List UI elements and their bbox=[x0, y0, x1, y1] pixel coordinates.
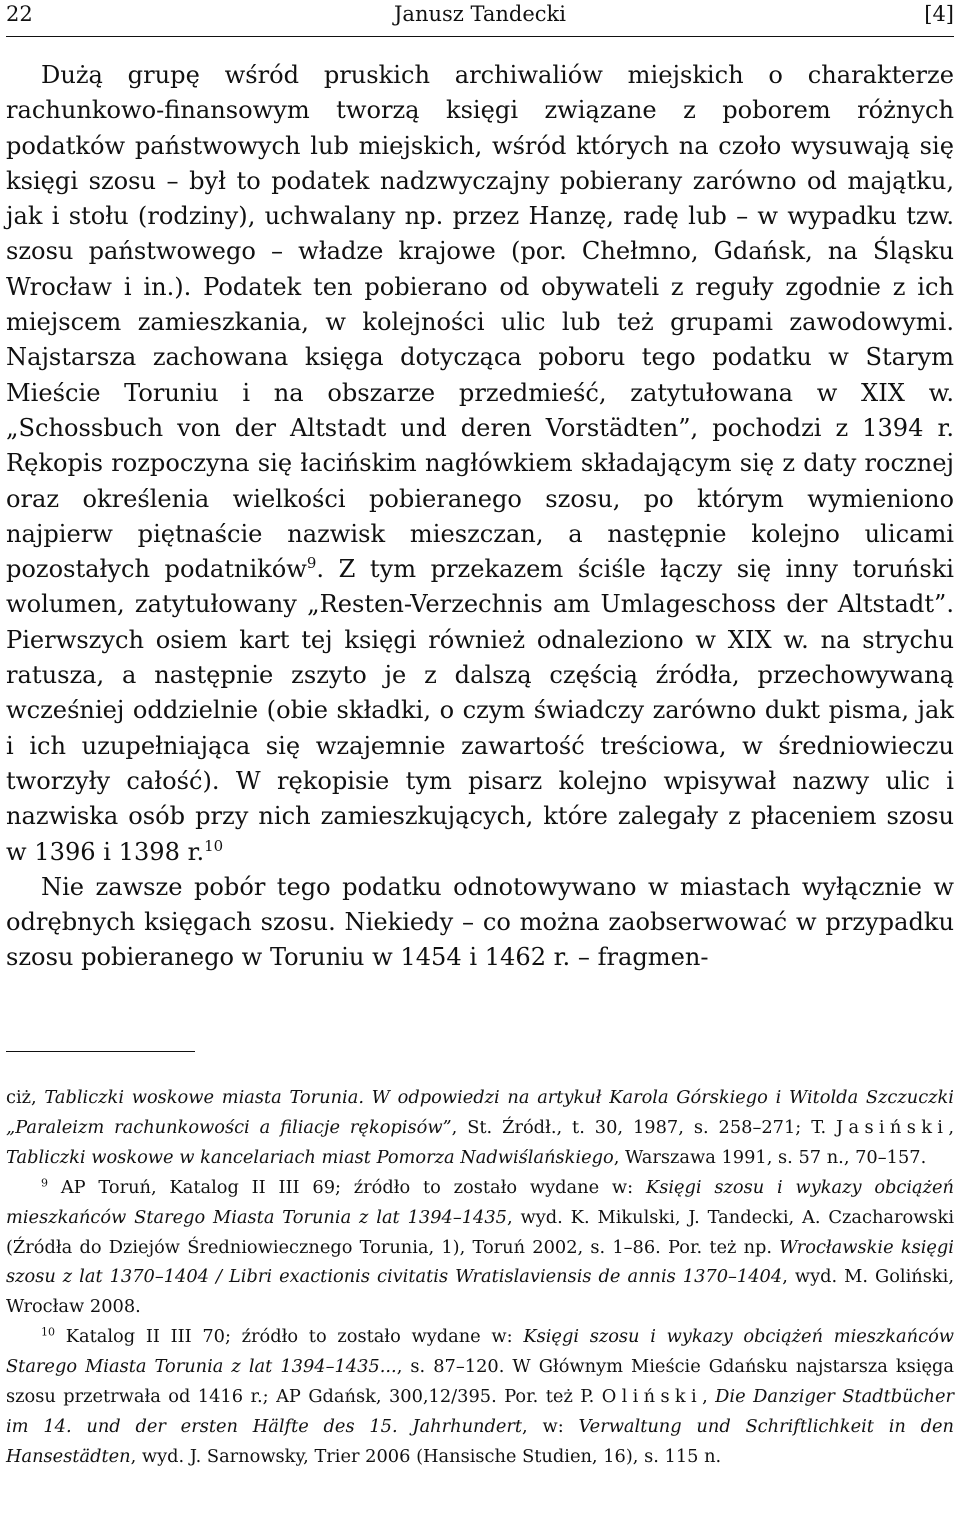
fn10-text: , wyd. J. Sarnowsky, Trier 2006 (Hansische Studien, 16), s. 115 n. bbox=[130, 1445, 722, 1467]
fn9-text: AP Toruń, Katalog II III 69; źródło to zostało wydane w: bbox=[48, 1176, 646, 1198]
footnote-ref-9: 9 bbox=[306, 554, 317, 573]
fn9-text: , wyd. M. Goliński, Wrocław 2008. bbox=[6, 1266, 954, 1318]
paragraph-1 bbox=[6, 58, 954, 870]
fn10-title: Księgi szosu i wykazy obciążeń mieszkańców Starego Miasta Torunia z lat 1394–1435... bbox=[6, 1326, 954, 1378]
fn10-title: Die Danziger Stadtbücher im 14. und der ersten Hälfte des 15. Jahrhundert bbox=[6, 1386, 955, 1437]
footnote-9 bbox=[6, 1173, 954, 1323]
page-number: 22 bbox=[6, 2, 33, 26]
fn9-text: , wyd. K. Mikulski, J. Tandecki, A. Czacharowski (Źródła do Dziejów Średniowiecznego Torunia, 1), Toruń 2002, s. 1–86. Por. też np. bbox=[6, 1206, 955, 1258]
footnote-10-marker: 10 bbox=[41, 1325, 56, 1339]
footnote-ref-10: 10 bbox=[204, 836, 224, 855]
fn-cont-text: , St. Źródł., t. 30, 1987, s. 258–271; T. bbox=[451, 1116, 837, 1138]
fn-cont-text: ciż, bbox=[6, 1087, 45, 1108]
fn9-title: Księgi szosu i wykazy obciążeń mieszkańców Starego Miasta Torunia z lat 1394–1435 bbox=[6, 1176, 954, 1228]
paragraph-2: Nie zawsze pobór tego podatku odnotowywano w miastach wyłącznie w odrębnych księgach szosu. Niekiedy – co można zaobserwować w przypadku szosu pobieranego w Toruniu w 1454 i 1462 r. – fragmen- bbox=[6, 872, 954, 972]
footnote-10 bbox=[6, 1322, 954, 1472]
fn10-author: Oliński bbox=[601, 1386, 703, 1408]
fn-cont-title: Tabliczki woskowe miasta Torunia. W odpowiedzi na artykuł Karola Górskiego i Witolda Szczuczki „Paraleizm rachunkowości a filiacje rękopisów” bbox=[6, 1087, 954, 1138]
main-text bbox=[6, 58, 954, 976]
footnote-9-marker: 9 bbox=[41, 1176, 49, 1190]
footnote-continuation bbox=[6, 1083, 954, 1173]
fn10-text: , bbox=[702, 1386, 716, 1408]
fn10-text: Katalog II III 70; źródło to zostało wydane w: bbox=[55, 1326, 524, 1348]
footnotes bbox=[6, 1083, 954, 1472]
fn-cont-text: , Warszawa 1991, s. 57 n., 70–157. bbox=[613, 1146, 927, 1168]
fn10-text: , s. 87–120. W Głównym Mieście Gdańsku najstarsza księga szosu przetrwała od 1416 r.; AP Gdańsk, 300,12/395. Por. też P. bbox=[6, 1356, 955, 1408]
header-rule bbox=[6, 36, 954, 37]
fn-cont-author: Jasiński bbox=[836, 1116, 949, 1138]
running-head-section: [4] bbox=[924, 2, 954, 26]
paragraph-1-text-a: Dużą grupę wśród pruskich archiwaliów miejskich o charakterze rachunkowo-finansowym tworzą księgi związane z poborem różnych podatków państwowych lub miejskich, wśród których na czoło wysuwają się księgi szosu – był to podatek nadzwyczajny pobierany zarówno od majątku, jak i stołu (rodziny), uchwalany np. przez Hanzę, radę lub – w wypadku tzw. szosu państwowego – władze krajowe (por. Chełmno, Gdańsk, na Śląsku Wrocław i in.). Podatek ten pobierano od obywateli z reguły zgodnie z ich miejscem zamieszkania, w kolejności ulic lub też grupami zawodowymi. Najstarsza zachowana księga dotycząca poboru tego podatku w Starym Mieście Toruniu i na obszarze przedmieść, zatytułowana w XIX w. „Schossbuch von der Altstadt und deren Vorstädten”, pochodzi z 1394 r. Rękopis rozpoczyna się łacińskim nagłówkiem składającym się z daty rocznej oraz określenia wielkości pobieranego szosu, po którym wymieniono najpierw piętnaście nazwisk mieszczan, a następnie kolejno ulicami pozostałych podatników bbox=[6, 61, 954, 584]
footnote-rule bbox=[6, 1051, 195, 1052]
paragraph-1-text-b: . Z tym przekazem ściśle łączy się inny toruński wolumen, zatytułowany „Resten-Verzechnis am Umlageschoss der Altstadt”. Pierwszych osiem kart tej księgi również odnaleziono w XIX w. na strychu ratusza, a następnie zszyto je z dalszą częścią źródła, przechowywaną wcześniej oddzielnie (obie składki, o czym świadczy zarówno dukt pisma, jak i ich uzupełniająca się wzajemnie zawartość treściowa, w średniowieczu tworzyły całość). W rękopisie tym pisarz kolejno wpisywał nazwy ulic i nazwiska osób przy nich zamieszkujących, które zalegały z płaceniem szosu w 1396 i 1398 r. bbox=[6, 555, 954, 866]
fn9-title: Wrocławskie księgi szosu z lat 1370–1404 / Libri exactionis civitatis Wratislaviensis de annis 1370–1404 bbox=[6, 1236, 954, 1288]
fn-cont-text: , bbox=[948, 1116, 954, 1138]
running-header bbox=[6, 0, 954, 28]
running-head-author: Janusz Tandecki bbox=[394, 2, 566, 26]
fn10-title: Verwaltung und Schriftlichkeit in den Hansestädten bbox=[6, 1415, 954, 1467]
fn-cont-title: Tabliczki woskowe w kancelariach miast Pomorza Nadwiślańskiego bbox=[6, 1146, 614, 1168]
fn10-text: , w: bbox=[522, 1415, 579, 1437]
